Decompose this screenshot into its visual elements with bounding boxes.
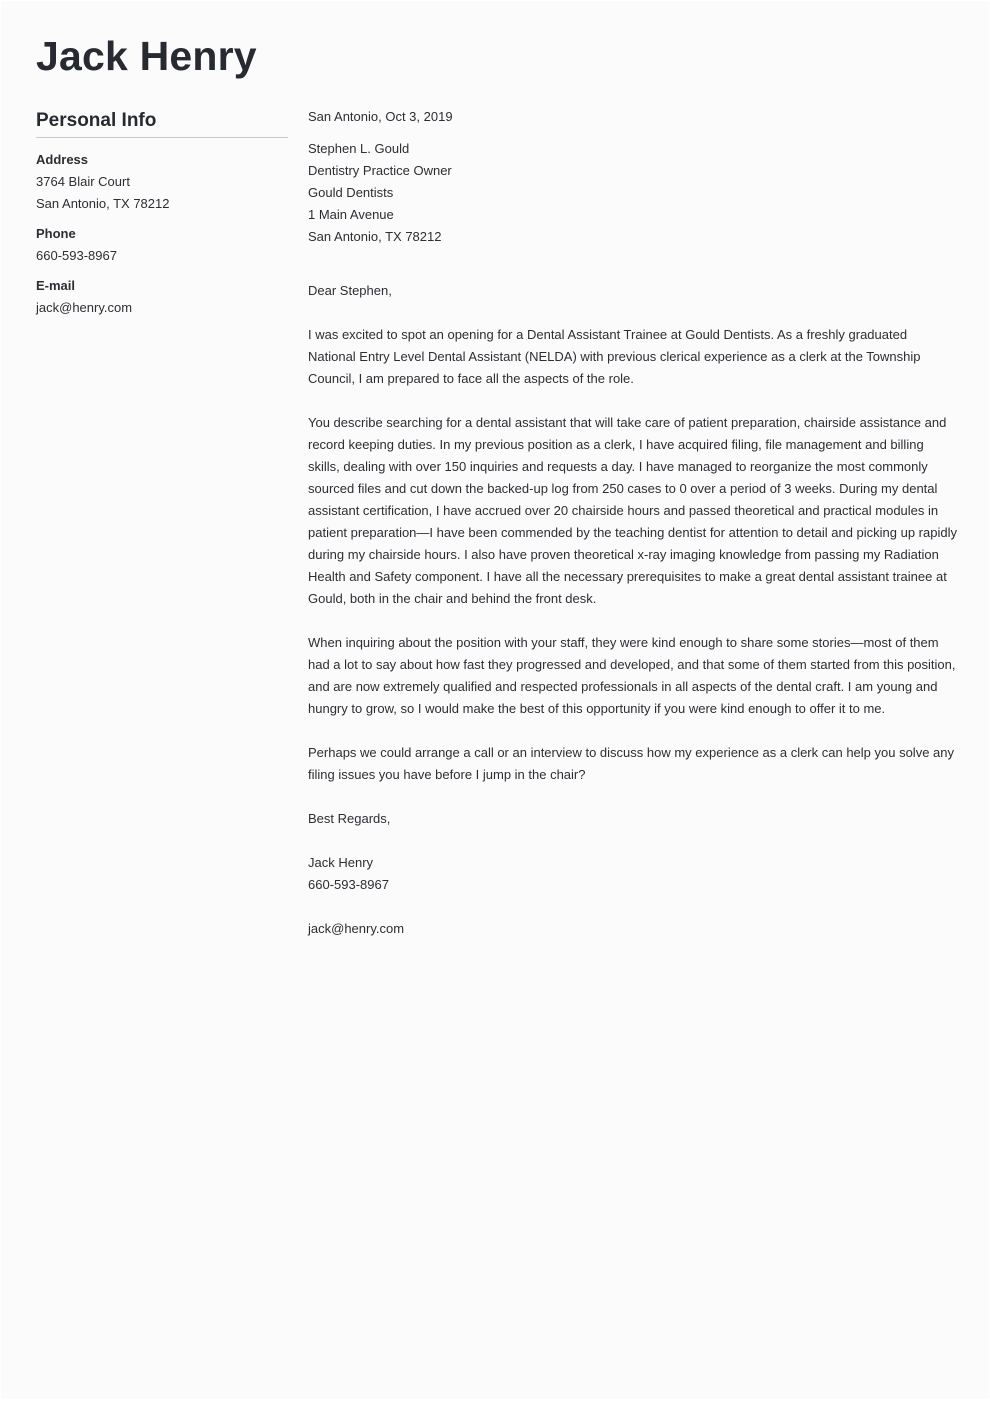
- recipient-company: Gould Dentists: [308, 185, 394, 200]
- email-value: jack@henry.com: [36, 300, 133, 315]
- letter-date: San Antonio, Oct 3, 2019: [308, 109, 453, 124]
- applicant-name: Jack Henry: [36, 33, 257, 79]
- letter-paragraph-3: When inquiring about the position with your staff, they were kind enough to share some stories—most of them had a lot to say about how fast they progressed and developed, and that some of them started from this position, and are now extremely qualified and respected professionals in all aspects of the dental craft. I am young and hungry to grow, so I would make the best of this opportunity if you were kind enough to offer it to me.: [308, 635, 956, 716]
- letter-paragraph-1: I was excited to spot an opening for a Dental Assistant Trainee at Gould Dentists. As a freshly graduated National Entry Level Dental Assistant (NELDA) with previous clerical experience as a clerk at the Township Council, I am prepared to face all the aspects of the role.: [308, 327, 921, 386]
- letter-paragraph-4: Perhaps we could arrange a call or an interview to discuss how my experience as a clerk can help you solve any filing issues you have before I jump in the chair?: [308, 745, 955, 782]
- email-block: [36, 275, 288, 319]
- signature-phone: 660-593-8967: [308, 877, 389, 892]
- letter-closing: Best Regards,: [308, 811, 391, 826]
- recipient-city: San Antonio, TX 78212: [308, 229, 442, 244]
- recipient-block: [308, 138, 958, 248]
- letter-greeting: Dear Stephen,: [308, 283, 392, 298]
- recipient-title: Dentistry Practice Owner: [308, 163, 452, 178]
- personal-info-heading: Personal Info: [36, 107, 288, 138]
- address-line-2: San Antonio, TX 78212: [36, 196, 170, 211]
- phone-block: [36, 223, 288, 267]
- address-label: Address: [36, 152, 89, 167]
- email-label: E-mail: [36, 278, 76, 293]
- letter-body: [308, 106, 958, 940]
- signature-email: jack@henry.com: [308, 921, 405, 936]
- address-line-1: 3764 Blair Court: [36, 174, 130, 189]
- recipient-street: 1 Main Avenue: [308, 207, 394, 222]
- signature-block: [308, 852, 958, 896]
- phone-label: Phone: [36, 226, 76, 241]
- phone-value: 660-593-8967: [36, 248, 117, 263]
- cover-letter-page: [1, 1, 989, 1399]
- personal-info-sidebar: [36, 107, 288, 319]
- recipient-name: Stephen L. Gould: [308, 141, 410, 156]
- signature-name: Jack Henry: [308, 855, 374, 870]
- letter-paragraph-2: You describe searching for a dental assistant that will take care of patient preparation, chairside assistance and record keeping duties. In my previous position as a clerk, I have acquired filing, file management and billing skills, dealing with over 150 inquiries and requests a day. I have managed to reorganize the most commonly sourced files and cut down the backed-up log from 250 cases to 0 over a period of 3 weeks. During my dental assistant certification, I have accrued over 20 chairside hours and passed theoretical and practical modules in patient preparation—I have been commended by the teaching dentist for attention to detail and picking up rapidly during my chairside hours. I also have proven theoretical x-ray imaging knowledge from passing my Radiation Health and Safety component. I have all the necessary prerequisites to make a great dental assistant trainee at Gould, both in the chair and behind the front desk.: [308, 415, 957, 606]
- address-block: [36, 149, 288, 215]
